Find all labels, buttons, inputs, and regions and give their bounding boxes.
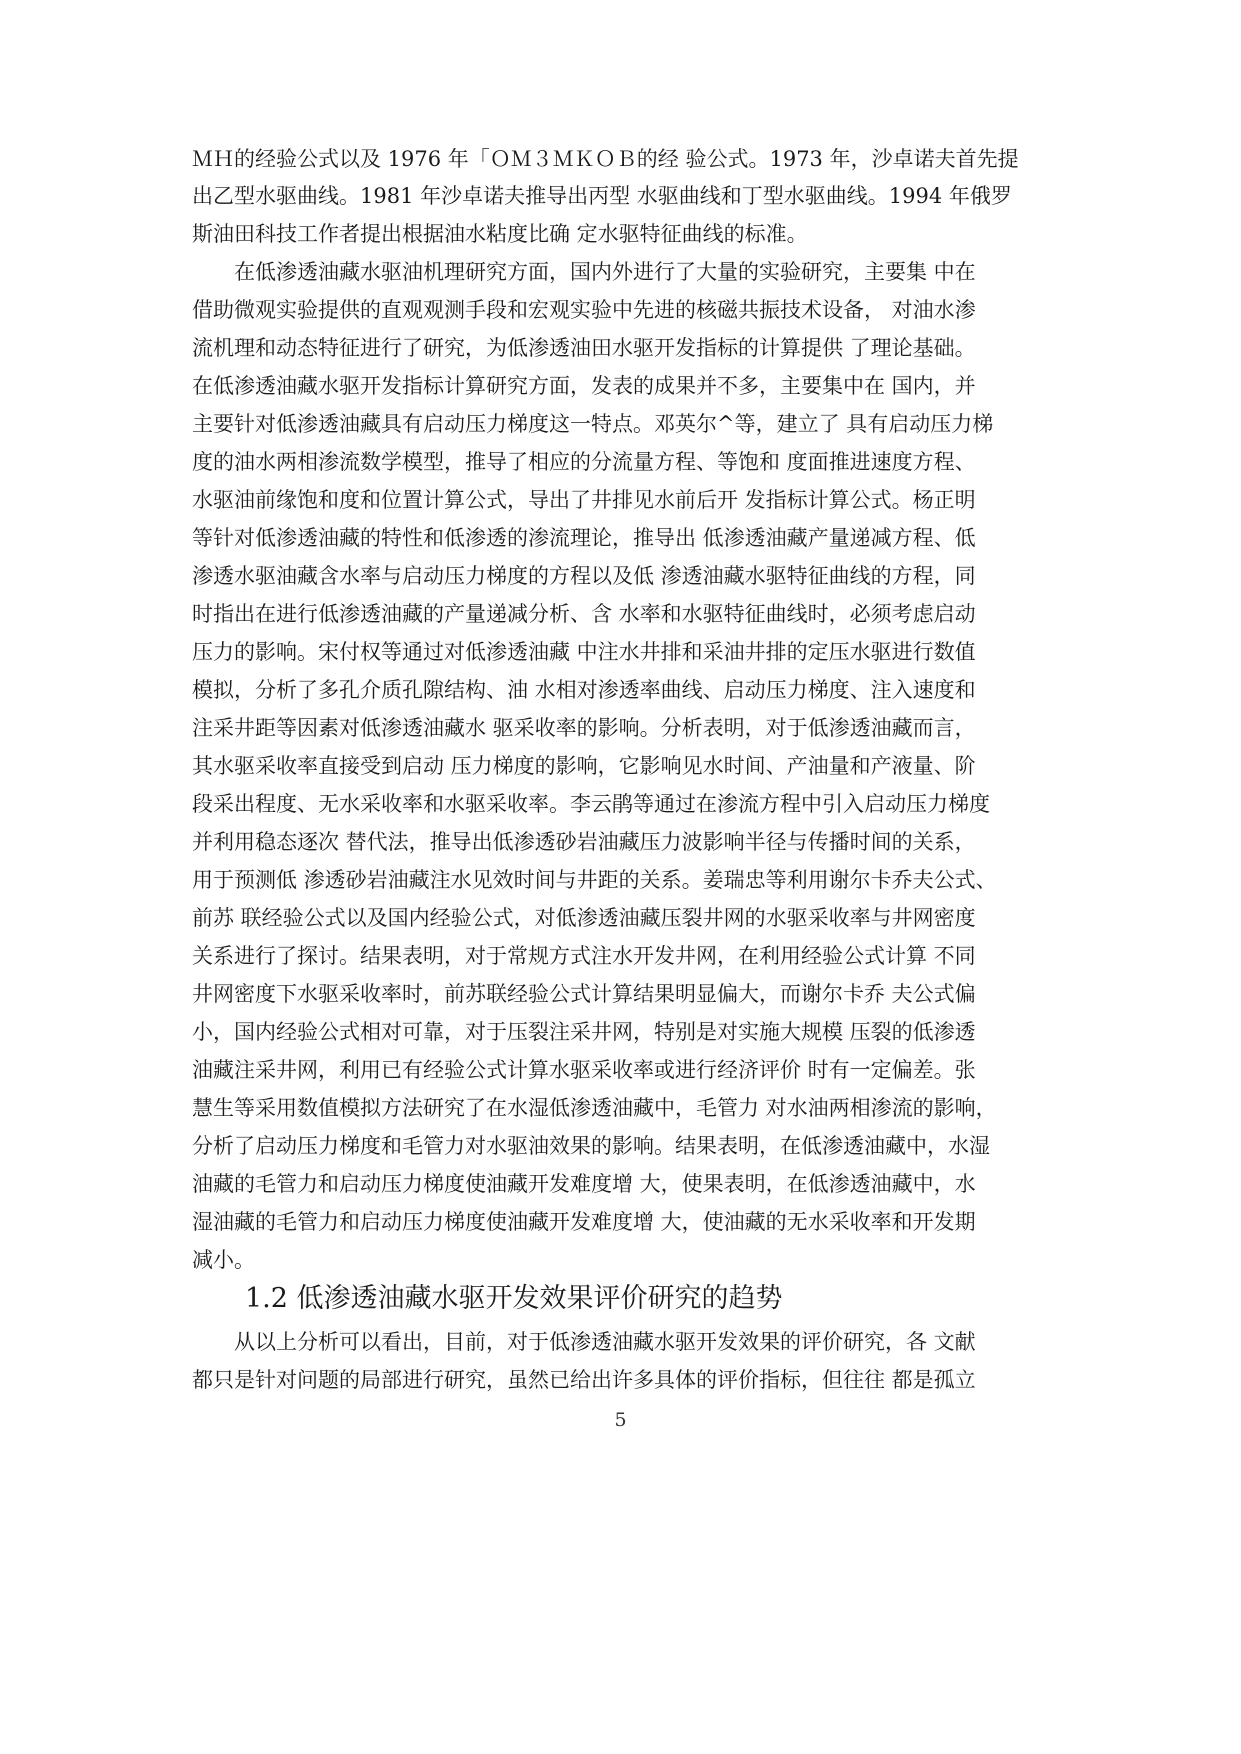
paragraph-2-line-26: 湿油藏的毛管力和启动压力梯度使油藏开发难度增 大，使油藏的无水采收率和开发期 [192,1210,976,1234]
paragraph-2-line-23: 慧生等采用数值模拟方法研究了在水湿低渗透油藏中，毛管力 对水油两相渗流的影响， [192,1096,997,1120]
paragraph-2-line-16: 并利用稳态逐次 替代法，推导出低渗透砂岩油藏压力波影响半径与传播时间的关系， [192,830,976,854]
page-number: 5 [614,1409,627,1431]
paragraph-2-line-18: 前苏 联经验公式以及国内经验公式，对低渗透油藏压裂井网的水驱采收率与井网密度 [192,906,976,930]
paragraph-2-line-24: 分析了启动压力梯度和毛管力对水驱油效果的影响。结果表明，在低渗透油藏中，水湿 [192,1134,990,1158]
paragraph-2-line-7: 水驱油前缘饱和度和位置计算公式，导出了井排见水前后开 发指标计算公式。杨正明 [192,488,976,512]
paragraph-2-line-10: 时指出在进行低渗透油藏的产量递减分析、含 水率和水驱特征曲线时，必须考虑启动 [192,602,976,626]
paragraph-1-line-2: 出乙型水驱曲线。1981 年沙卓诺夫推导出丙型 水驱曲线和丁型水驱曲线。1994 年俄罗 [192,184,1012,208]
paragraph-2-line-27: 减小。 [192,1248,255,1272]
paragraph-2-line-5: 主要针对低渗透油藏具有启动压力梯度这一特点。邓英尔^等，建立了 具有启动压力梯 [192,412,994,436]
paragraph-1-line-3: 斯油田科技工作者提出根据油水粘度比确 定水驱特征曲线的标准。 [192,222,808,246]
paragraph-2-line-12: 模拟，分析了多孔介质孔隙结构、油 水相对渗透率曲线、启动压力梯度、注入速度和 [192,678,976,702]
paragraph-2-line-3: 流机理和动态特征进行了研究，为低渗透油田水驱开发指标的计算提供 了理论基础。 [192,336,976,360]
paragraph-2-line-21: 小，国内经验公式相对可靠，对于压裂注采井网，特别是对实施大规模 压裂的低渗透 [192,1020,976,1044]
paragraph-2-line-9: 渗透水驱油藏含水率与启动压力梯度的方程以及低 渗透油藏水驱特征曲线的方程，同 [192,564,976,588]
paragraph-2-line-19: 关系进行了探讨。结果表明，对于常规方式注水开发井网，在利用经验公式计算 不同 [192,944,976,968]
paragraph-2-line-22: 油藏注采井网，利用已有经验公式计算水驱采收率或进行经济评价 时有一定偏差。张 [192,1058,976,1082]
section-line-2: 都只是针对问题的局部进行研究，虽然已给出许多具体的评价指标，但往往 都是孤立 [192,1368,976,1392]
paragraph-2-line-8: 等针对低渗透油藏的特性和低渗透的渗流理论，推导出 低渗透油藏产量递减方程、低 [192,526,976,550]
paragraph-2-line-13: 注采井距等因素对低渗透油藏水 驱采收率的影响。分析表明，对于低渗透油藏而言， [192,716,976,740]
paragraph-2-line-17: 用于预测低 渗透砂岩油藏注水见效时间与井距的关系。姜瑞忠等利用谢尔卡乔夫公式、 [192,868,997,892]
paragraph-2-line-6: 度的油水两相渗流数学模型，推导了相应的分流量方程、等饱和 度面推进速度方程、 [192,450,976,474]
paragraph-2-line-4: 在低渗透油藏水驱开发指标计算研究方面，发表的成果并不多，主要集中在 国内，并 [192,374,976,398]
section-heading: 1.2 低渗透油藏水驱开发效果评价研究的趋势 [245,1283,783,1314]
section-line-1: 从以上分析可以看出，目前，对于低渗透油藏水驱开发效果的评价研究，各 文献 [234,1330,976,1354]
paragraph-2-line-1: 在低渗透油藏水驱油机理研究方面，国内外进行了大量的实验研究，主要集 中在 [234,260,976,284]
paragraph-2-line-25: 油藏的毛管力和启动压力梯度使油藏开发难度增 大，使果表明，在低渗透油藏中，水 [192,1172,976,1196]
paragraph-2-line-14: 其水驱采收率直接受到启动 压力梯度的影响，它影响见水时间、产油量和产液量、阶 [192,754,976,778]
paragraph-2-line-15: 段采出程度、无水采收率和水驱采收率。李云鹃等通过在渗流方程中引入启动压力梯度 [192,792,990,816]
paragraph-2-line-11: 压力的影响。宋付权等通过对低渗透油藏 中注水井排和采油井排的定压水驱进行数值 [192,640,976,664]
paragraph-1-line-1: ＭＨ的经验公式以及 1976 年「ＯＭ３ＭＫＯＢ的经 验公式。1973 年，沙卓诺夫首先提 [192,147,1019,171]
paragraph-2-line-20: 井网密度下水驱采收率时，前苏联经验公式计算结果明显偏大，而谢尔卡乔 夫公式偏 [192,982,976,1006]
paragraph-2-line-2: 借助微观实验提供的直观观测手段和宏观实验中先进的核磁共振技术设备， 对油水渗 [192,298,976,322]
